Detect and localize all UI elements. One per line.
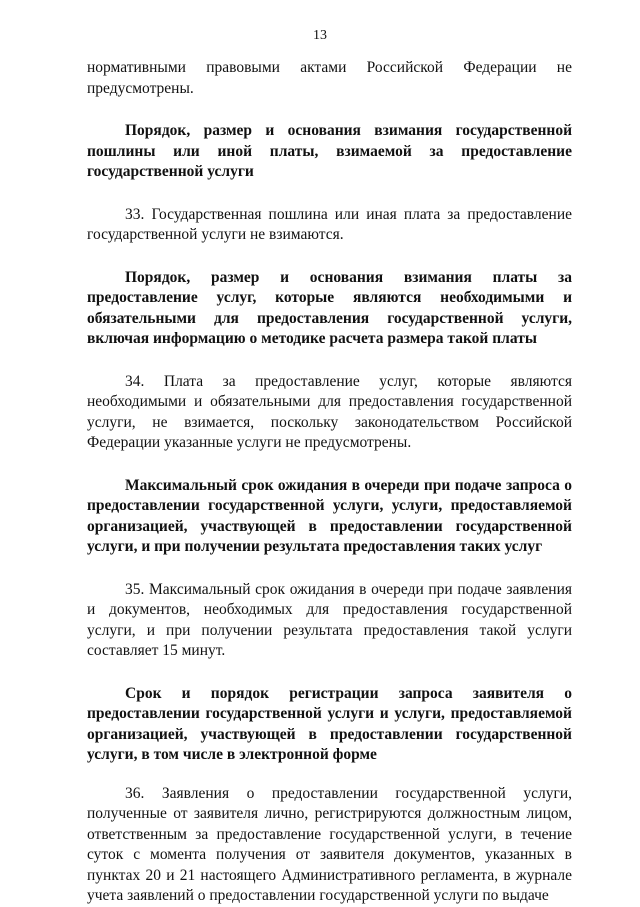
section-heading-registration: Срок и порядок регистрации запроса заявителя о предоставлении государственной услуги и услуги, предоставляемой организацией, участвующей в предоставлении государственной услуги, в том числе в электронной форме [87, 684, 572, 763]
page-number: 13 [313, 28, 327, 43]
section-heading-queue-time: Максимальный срок ожидания в очереди при подаче запроса о предоставлении государственной услуги, услуги, предоставляемой организацией, участвующей в предоставлении государственной услуги, и при получении результата предоставления таких услуг [87, 476, 572, 555]
section-heading-fee: Порядок, размер и основания взимания государственной пошлины или иной платы, взимаемой за предоставление государственной услуги [87, 122, 572, 180]
paragraph-36: 36. Заявления о предоставлении государственной услуги, полученные от заявителя лично, регистрируются должностным лицом, ответственным за предоставление государственной услуги, в течение суток с момента получения от заявителя документов, указанных в пунктах 20 и 21 настоящего Административного регламента, в журнале учета заявлений о предоставлении государственной услуги по выдаче [87, 784, 572, 904]
paragraph-34: 34. Плата за предоставление услуг, которые являются необходимыми и обязательными для предоставления государственной услуги, не взимается, поскольку законодательством Российской Федерации указанные услуги не предусмотрены. [87, 372, 572, 451]
section-heading-service-fee: Порядок, размер и основания взимания платы за предоставление услуг, которые являются необходимыми и обязательными для предоставления государственной услуги, включая информацию о методике расчета размера такой платы [87, 268, 572, 347]
paragraph-continuation: нормативными правовыми актами Российской Федерации не предусмотрены. [87, 59, 572, 97]
paragraph-33: 33. Государственная пошлина или иная плата за предоставление государственной услуги не взимаются. [87, 205, 572, 243]
document-body [87, 58, 572, 907]
paragraph-35: 35. Максимальный срок ожидания в очереди при подаче заявления и документов, необходимых для предоставления государственной услуги, и при получении результата предоставления такой услуги составляет 15 минут. [87, 580, 572, 659]
